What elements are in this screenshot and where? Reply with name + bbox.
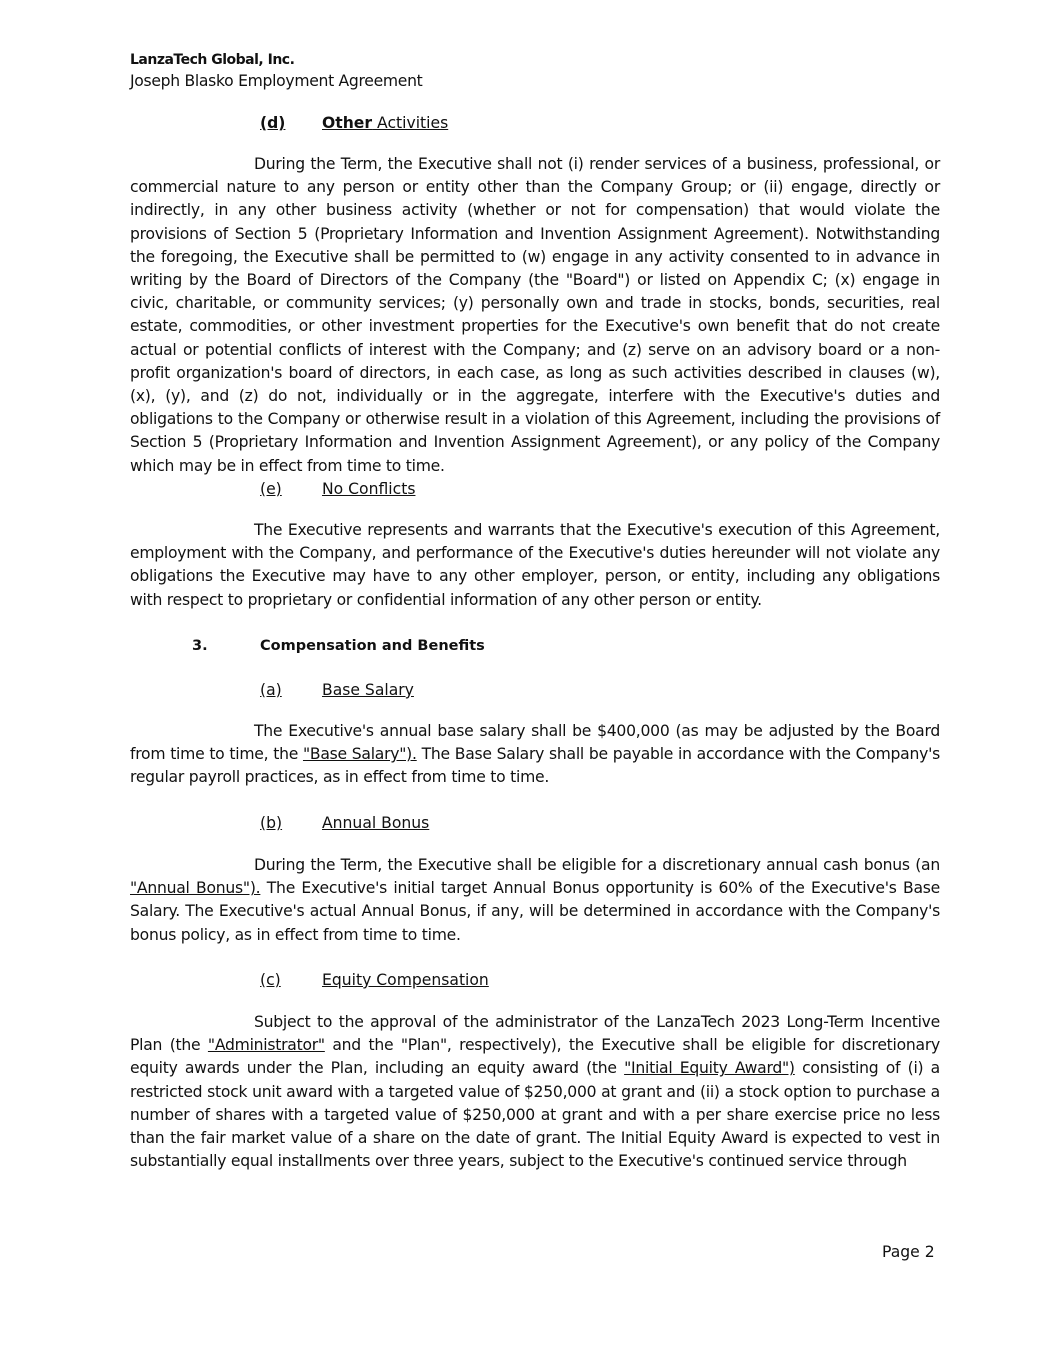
section-a-text-2: The Base Salary shall be payable in accordance with the Company's regular payroll practices, as in effect from time to time. xyxy=(130,745,940,787)
section-c-heading xyxy=(260,970,489,990)
page-number: Page 2 xyxy=(882,1243,935,1261)
company-name: LanzaTech Global, Inc. xyxy=(130,52,295,68)
section-e-number: (e) xyxy=(260,480,282,498)
section-b-text-1: During the Term, the Executive shall be eligible for a discretionary annual cash bonus (an xyxy=(254,856,940,874)
section-b-text-2: The Executive's initial target Annual Bonus opportunity is 60% of the Executive's Base Salary. The Executive's actual Annual Bonus, if any, will be determined in accordance with the Company's bonus policy, as in effect from time to time. xyxy=(130,879,940,944)
section-a-paragraph xyxy=(130,720,940,790)
section-d-number: (d) xyxy=(260,114,286,132)
defined-term-base-salary: "Base Salary"). xyxy=(302,745,417,764)
section-c-number: (c) xyxy=(260,971,281,989)
section-b-paragraph xyxy=(130,854,940,947)
section-d-title-rest: Activities xyxy=(372,114,449,132)
section-c-paragraph xyxy=(130,1011,940,1173)
section-b-number: (b) xyxy=(260,814,283,832)
defined-term-annual-bonus: "Annual Bonus"). xyxy=(130,879,261,898)
document-title: Joseph Blasko Employment Agreement xyxy=(130,72,423,90)
section-e-heading xyxy=(260,479,415,499)
section-e-paragraph xyxy=(130,519,940,612)
section-a-title: Base Salary xyxy=(322,681,414,699)
section-c-text-1: Subject to the approval of the administrator of the LanzaTech 2023 Long-Term Incentive Plan (the xyxy=(130,1013,940,1055)
section-d-title-bold: Other xyxy=(322,114,373,132)
section-b-title: Annual Bonus xyxy=(322,814,430,832)
section-c-text-2: and the "Plan", respectively), the Executive shall be eligible for discretionary equity awards under the Plan, including an equity award (the xyxy=(130,1036,940,1078)
defined-term-initial-equity-award: "Initial Equity Award") xyxy=(624,1059,795,1078)
section-c-text-3: consisting of (i) a restricted stock unit award with a targeted value of $250,000 at grant and (ii) a stock option to purchase a number of shares with a targeted value of $250,000 at grant and with a per share exercise price no less than the fair market value of a share on the date of grant. The Initial Equity Award is expected to vest in substantially equal installments over three years, subject to the Executive's continued service through xyxy=(130,1059,940,1171)
section-3-number: 3. xyxy=(192,638,208,654)
defined-term-administrator: "Administrator" xyxy=(207,1036,325,1055)
section-d-title xyxy=(322,114,448,132)
section-3-title: Compensation and Benefits xyxy=(260,638,485,654)
section-e-text: The Executive represents and warrants that the Executive's execution of this Agreement, employment with the Company, and performance of the Executive's duties hereunder will not violate any obligations the Executive may have to any other employer, person, or entity, including any obligations with respect to proprietary or confidential information of any other person or entity. xyxy=(130,521,940,609)
section-3-heading xyxy=(192,636,485,656)
section-c-title: Equity Compensation xyxy=(322,971,489,989)
page-header xyxy=(130,50,422,92)
section-d-text: During the Term, the Executive shall not (i) render services of a business, professional, or commercial nature to any person or entity other than the Company Group; or (ii) engage, directly or indirectly, in any other business activity (whether or not for compensation) that would violate the provisions of Section 5 (Proprietary Information and Invention Assignment Agreement). Notwithstanding the foregoing, the Executive shall be permitted to (w) engage in any activity consented to in advance in writing by the Board of Directors of the Company (the "Board") or listed on Appendix C; (x) engage in civic, charitable, or community services; (y) personally own and trade in stocks, bonds, securities, real estate, commodities, or other investment properties for the Executive's own benefit that do not create actual or potential conflicts of interest with the Company; and (z) serve on an advisory board or a non-profit organization's board of directors, in each case, as long as such activities described in clauses (w), (x), (y), and (z) do not, individually or in the aggregate, interfere with the Executive's duties and obligations to the Company or otherwise result in a violation of this Agreement, including the provisions of Section 5 (Proprietary Information and Invention Assignment Agreement), or any policy of the Company which may be in effect from time to time. xyxy=(130,155,940,475)
section-d-paragraph xyxy=(130,153,940,478)
section-b-heading xyxy=(260,813,429,833)
section-a-number: (a) xyxy=(260,681,282,699)
section-a-heading xyxy=(260,680,414,700)
section-d-heading xyxy=(260,113,448,133)
section-a-text-1: The Executive's annual base salary shall be $400,000 (as may be adjusted by the Board from time to time, the xyxy=(130,722,940,764)
section-e-title: No Conflicts xyxy=(322,480,416,498)
